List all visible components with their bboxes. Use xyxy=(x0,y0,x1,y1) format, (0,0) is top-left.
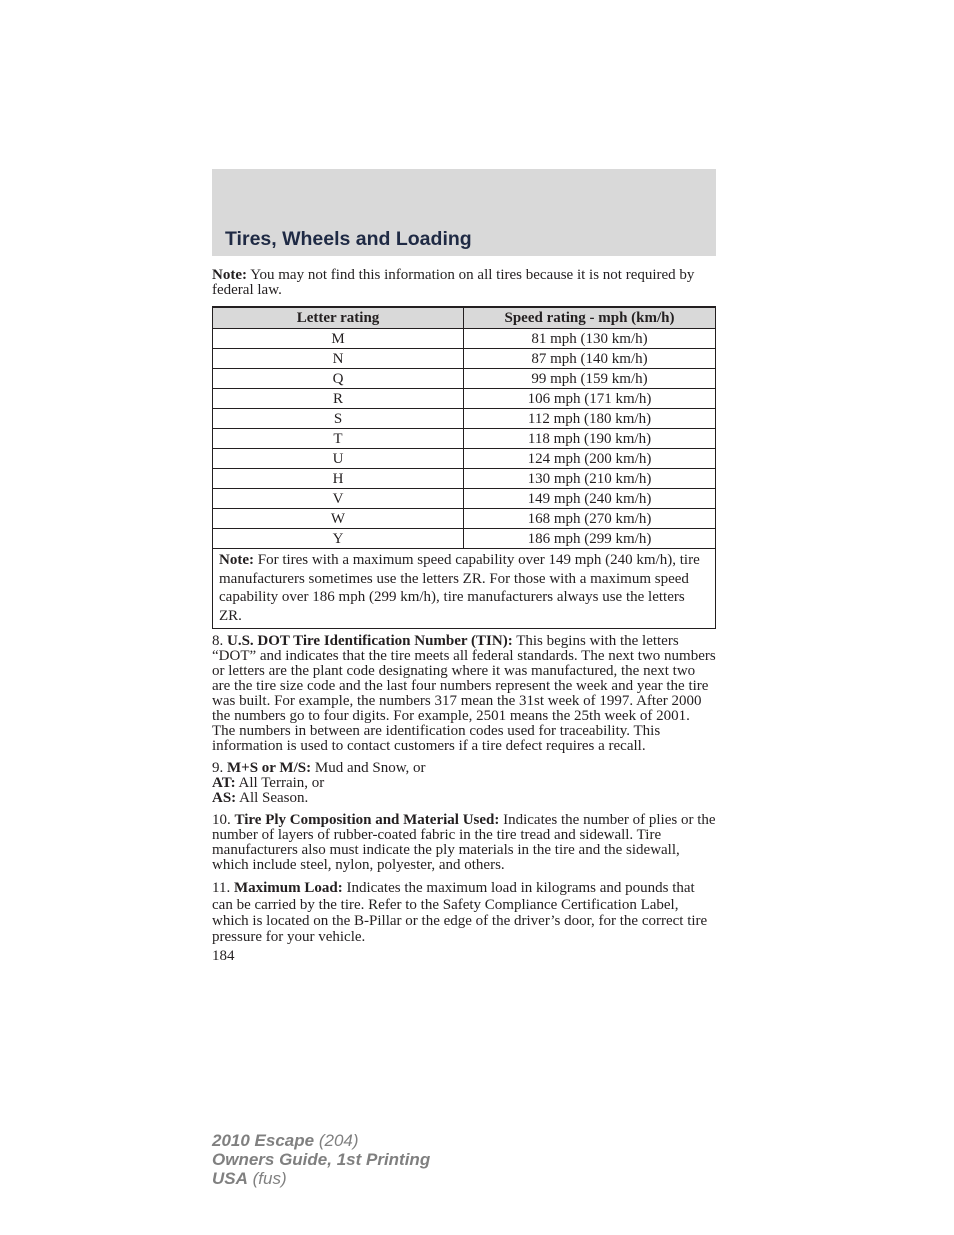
item-10-number: 10. xyxy=(212,812,231,829)
item-10-label: Tire Ply Composition and Material Used: xyxy=(234,812,500,829)
table-note-cell xyxy=(213,549,716,629)
item-11 xyxy=(212,880,716,945)
footer-line-1 xyxy=(212,1131,430,1150)
speed-cell: 118 mph (190 km/h) xyxy=(464,429,716,449)
table-row xyxy=(213,509,716,529)
footer-region-code: (fus) xyxy=(252,1169,287,1188)
table-row xyxy=(213,529,716,549)
item-10 xyxy=(212,813,716,873)
item-9-as-text: All Season. xyxy=(239,790,309,807)
letter-cell: S xyxy=(213,409,464,429)
note-top-label: Note: xyxy=(212,267,247,283)
item-9-text: Mud and Snow, or xyxy=(314,760,426,777)
speed-cell: 149 mph (240 km/h) xyxy=(464,489,716,509)
table-row xyxy=(213,449,716,469)
item-9-at-label: AT: xyxy=(212,775,236,792)
letter-cell: V xyxy=(213,489,464,509)
section-title: Tires, Wheels and Loading xyxy=(225,228,472,250)
item-8-text: This begins with the letters “DOT” and indicates that the tire meets all federal standards. The next two numbers or letters are the plant code designating where it was manufactured, the next two are the tire size code and the last four numbers represent the week and year the tire was built. For example, the numbers 317 mean the 31st week of 1997. After 2000 the numbers go to four digits. For example, 2501 means the 25th week of 2001. The numbers in between are identification codes used for traceability. This information is used to contact customers if a tire defect requires a recall. xyxy=(212,633,716,755)
letter-cell: Q xyxy=(213,369,464,389)
table-row xyxy=(213,469,716,489)
item-9-as-label: AS: xyxy=(212,790,237,807)
table-row xyxy=(213,329,716,349)
letter-cell: U xyxy=(213,449,464,469)
item-10-text: Indicates the number of plies or the number of layers of rubber-coated fabric in the tire tread and sidewall. Tire manufacturers also must indicate the ply materials in the tire and the sidewall, which include steel, nylon, polyester, and others. xyxy=(212,812,716,874)
item-8-label: U.S. DOT Tire Identification Number (TIN): xyxy=(227,633,513,650)
footer-model-code: (204) xyxy=(318,1131,359,1150)
item-9-at-text: All Terrain, or xyxy=(238,775,325,792)
note-top xyxy=(212,268,716,298)
table-row xyxy=(213,389,716,409)
footer-region: USA xyxy=(212,1169,248,1188)
table-note-text: For tires with a maximum speed capability over 149 mph (240 km/h), tire manufacturers sometimes use the letters ZR. For those with a maximum speed capability over 186 mph (299 km/h), tire manufacturers always use the letters ZR. xyxy=(219,552,700,624)
letter-cell: N xyxy=(213,349,464,369)
speed-cell: 99 mph (159 km/h) xyxy=(464,369,716,389)
table-row xyxy=(213,349,716,369)
letter-cell: T xyxy=(213,429,464,449)
item-8 xyxy=(212,634,716,754)
footer-line-3 xyxy=(212,1169,430,1188)
page-content xyxy=(212,268,716,964)
letter-cell: R xyxy=(213,389,464,409)
item-11-label: Maximum Load: xyxy=(233,880,343,897)
letter-cell: H xyxy=(213,469,464,489)
speed-cell: 112 mph (180 km/h) xyxy=(464,409,716,429)
item-9-label: M+S or M/S: xyxy=(227,760,312,777)
note-top-text: You may not find this information on all tires because it is not required by federal law. xyxy=(212,267,695,298)
speed-rating-table xyxy=(212,306,716,629)
item-9 xyxy=(212,761,716,806)
table-header-row xyxy=(213,307,716,329)
speed-cell: 106 mph (171 km/h) xyxy=(464,389,716,409)
column-header-letter: Letter rating xyxy=(213,307,464,329)
letter-cell: W xyxy=(213,509,464,529)
speed-cell: 81 mph (130 km/h) xyxy=(464,329,716,349)
document-footer xyxy=(212,1131,430,1188)
page-number: 184 xyxy=(212,947,235,964)
table-note-row xyxy=(213,549,716,629)
column-header-speed: Speed rating - mph (km/h) xyxy=(464,307,716,329)
table-row xyxy=(213,429,716,449)
table-row xyxy=(213,409,716,429)
speed-cell: 124 mph (200 km/h) xyxy=(464,449,716,469)
letter-cell: M xyxy=(213,329,464,349)
footer-model: 2010 Escape xyxy=(212,1131,315,1150)
speed-cell: 87 mph (140 km/h) xyxy=(464,349,716,369)
footer-line-2: Owners Guide, 1st Printing xyxy=(212,1150,431,1169)
letter-cell: Y xyxy=(213,529,464,549)
table-row xyxy=(213,369,716,389)
table-row xyxy=(213,489,716,509)
section-header-band xyxy=(212,169,716,256)
item-8-number: 8. xyxy=(212,633,224,650)
speed-cell: 168 mph (270 km/h) xyxy=(464,509,716,529)
item-11-number: 11. xyxy=(212,880,231,897)
speed-cell: 130 mph (210 km/h) xyxy=(464,469,716,489)
item-11-text: Indicates the maximum load in kilograms and pounds that can be carried by the tire. Refer to the Safety Compliance Certification Label, which is located on the B-Pillar or the edge of the driver’s door, for the correct tire pressure for your vehicle. xyxy=(212,880,708,946)
table-note-label: Note: xyxy=(219,552,254,568)
speed-cell: 186 mph (299 km/h) xyxy=(464,529,716,549)
item-9-number: 9. xyxy=(212,760,224,777)
